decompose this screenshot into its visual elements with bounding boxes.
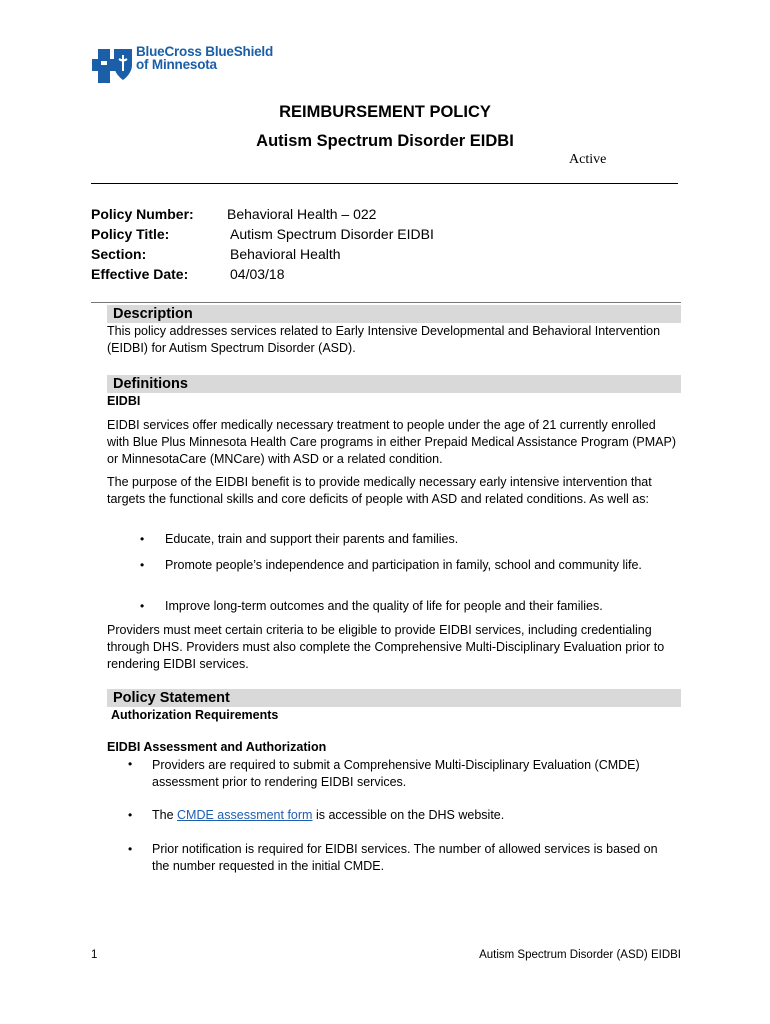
bluecross-blueshield-logo-icon [92,47,136,83]
authorization-requirements-heading: Authorization Requirements [111,708,279,722]
definitions-heading: Definitions [113,376,188,392]
document-subtitle: Autism Spectrum Disorder EIDBI [256,132,514,150]
meta-label-policy-number: Policy Number: [91,206,194,222]
bullet-dot: • [128,842,133,856]
meta-label-effective-date: Effective Date: [91,266,189,282]
description-rule [91,302,681,303]
document-title: REIMBURSEMENT POLICY [279,103,491,121]
bullet-dot: • [140,532,145,546]
policy-bullet-3: Prior notification is required for EIDBI services. The number of allowed services is based on the number requested in the initial CMDE. [152,842,658,873]
meta-value-policy-title: Autism Spectrum Disorder EIDBI [230,226,434,242]
logo-line-2: of Minnesota [136,57,217,72]
bullet-dot: • [140,558,145,572]
meta-label-policy-title: Policy Title: [91,226,170,242]
header-divider [91,183,678,184]
meta-value-effective-date: 04/03/18 [230,266,285,282]
definition-paragraph-2: The purpose of the EIDBI benefit is to provide medically necessary early intensive intervention that targets the functional skills and core deficits of people with ASD and related conditions. As well as: [107,475,652,506]
policy-bullet-1: Providers are required to submit a Comprehensive Multi-Disciplinary Evaluation (CMDE) assessment prior to rendering EIDBI services. [152,758,640,789]
footer-title: Autism Spectrum Disorder (ASD) EIDBI [479,949,681,961]
definition-bullet-3: Improve long-term outcomes and the quality of life for people and their families. [165,599,603,613]
cmde-assessment-form-link[interactable]: CMDE assessment form [177,808,313,822]
meta-label-section: Section: [91,246,147,262]
bullet-dot: • [128,808,133,822]
definition-term: EIDBI [107,394,141,408]
policy-bullet-2-post: is accessible on the DHS website. [312,808,505,822]
policy-status: Active [569,152,607,167]
definition-bullet-2: Promote people’s independence and participation in family, school and community life. [165,558,642,572]
definitions-heading-bar [107,375,681,393]
bullet-dot: • [128,757,133,771]
description-heading-bar [107,305,681,323]
logo-wordmark [136,45,273,71]
policy-statement-heading: Policy Statement [113,690,230,706]
definition-paragraph-3: Providers must meet certain criteria to be eligible to provide EIDBI services, including credentialing through DHS. Providers must also complete the Comprehensive Multi-Disciplinary Evaluation prior to rendering EIDBI services. [107,623,665,671]
description-heading: Description [113,306,193,322]
description-text: This policy addresses services related to Early Intensive Developmental and Behavioral Intervention (EIDBI) for Autism Spectrum Disorder (ASD). [107,324,661,355]
logo-line-1: BlueCross BlueShield [136,44,274,59]
policy-bullet-2 [152,807,672,824]
policy-bullet-2-pre: The [152,808,178,822]
policy-statement-heading-bar [107,689,681,707]
meta-value-section: Behavioral Health [230,246,341,262]
definition-paragraph-1: EIDBI services offer medically necessary treatment to people under the age of 21 currently enrolled with Blue Plus Minnesota Health Care programs in either Prepaid Medical Assistance Program (PMAP) or MinnesotaCare (MNCare) with ASD or a related condition. [107,418,676,466]
definition-bullet-1: Educate, train and support their parents and families. [165,532,459,546]
bullet-dot: • [140,599,145,613]
page-number: 1 [91,949,98,961]
assessment-heading: EIDBI Assessment and Authorization [107,740,327,754]
meta-value-policy-number: Behavioral Health – 022 [227,206,377,222]
